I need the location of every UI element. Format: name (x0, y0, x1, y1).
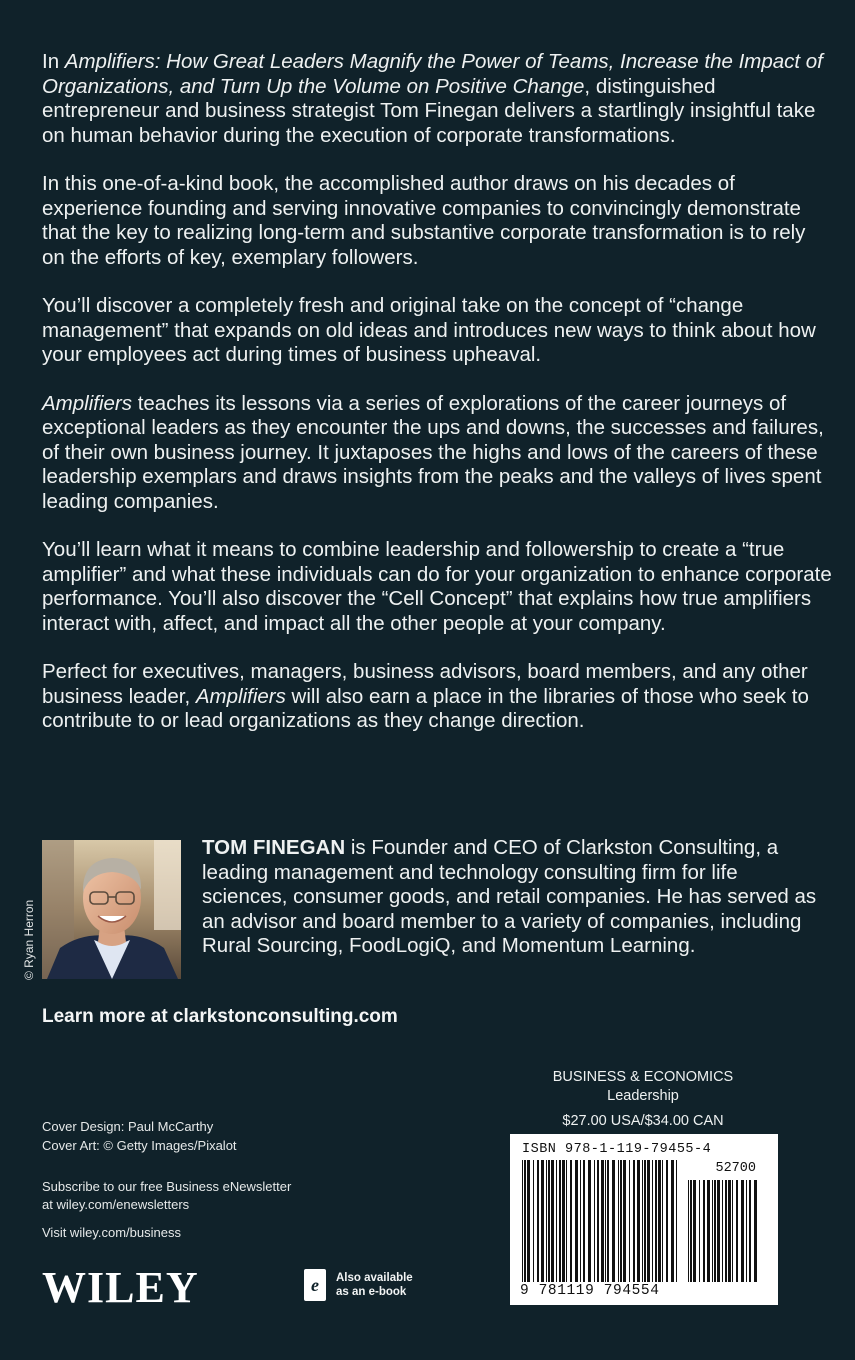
addon-bar (732, 1180, 733, 1282)
ean-barcode-bars (510, 1134, 778, 1305)
ean-bar (597, 1160, 599, 1282)
book-title-italic: Amplifiers (42, 391, 132, 415)
ean-bar (607, 1160, 609, 1282)
ean-bar (583, 1160, 585, 1282)
ean-bar (594, 1160, 595, 1282)
ean-bar (533, 1160, 534, 1282)
ean-bar (548, 1160, 550, 1282)
visit-wiley-link[interactable]: Visit wiley.com/business (42, 1225, 181, 1240)
addon-bar (725, 1180, 727, 1282)
description-paragraph-4: Amplifiers teaches its lessons via a series of explorations of the career journeys of exceptional leaders as they encounter the ups and downs, the successes and failures, of their own business journey. It juxtaposes the highs and lows of the careers of these leadership exemplars and draws insights from the peaks and the valleys of lives spent leading companies. (42, 391, 824, 513)
ean-bar (566, 1160, 567, 1282)
isbn-label: ISBN 978-1-119-79455-4 (522, 1142, 712, 1157)
ean-bar (570, 1160, 572, 1282)
addon-bar (699, 1180, 700, 1282)
ean-bar (637, 1160, 640, 1282)
ean-bar (575, 1160, 578, 1282)
description-paragraph-3: You’ll discover a completely fresh and original take on the concept of “change management” that expands on old ideas and introduces new ways to think about how your employees act during times of business upheaval. (42, 294, 816, 366)
ean-bar (618, 1160, 619, 1282)
addon-bar (712, 1180, 713, 1282)
ean-bar (666, 1160, 668, 1282)
description-paragraph-5: You’ll learn what it means to combine leadership and followership to create a “true amplifier” and what these individuals can do for your organization to enhance corporate performance. You’ll also discover the “Cell Concept” that explains how true amplifiers interact with, affect, and impact all the other people at your company. (42, 538, 832, 635)
ean-bar (546, 1160, 547, 1282)
ean-bar (655, 1160, 657, 1282)
ean-bar (559, 1160, 561, 1282)
newsletter-line-1: Subscribe to our free Business eNewsletter (42, 1179, 292, 1194)
addon-bar (741, 1180, 744, 1282)
ean-bar (605, 1160, 606, 1282)
addon-bar (722, 1180, 723, 1282)
addon-bar (746, 1180, 747, 1282)
author-portrait-illustration (42, 840, 181, 979)
subject-block (510, 1068, 776, 1131)
ean-bar (662, 1160, 663, 1282)
addon-bar (690, 1180, 692, 1282)
subject-category: BUSINESS & ECONOMICS (552, 1069, 734, 1085)
wiley-logo: WILEY (42, 1263, 199, 1312)
ebook-text-line-1: Also available (336, 1272, 413, 1284)
isbn-barcode (510, 1134, 778, 1305)
description-paragraph-2: In this one-of-a-kind book, the accomplished author draws on his decades of experience founding and serving innovative companies to convincingly demonstrate that the key to realizing long-term and substantive corporate transformation is to rely on the efforts of key, exemplary followers. (42, 172, 806, 269)
ean-bar (620, 1160, 622, 1282)
ean-bar (671, 1160, 674, 1282)
book-title-italic: Amplifiers: How Great Leaders Magnify the Power of Teams, Increase the Impact of Organizations, and Turn Up the Volume on Positive Change (42, 50, 823, 98)
addon-bar (714, 1180, 716, 1282)
ean-bar (551, 1160, 554, 1282)
cover-art-credit: Cover Art: © Getty Images/Pixalot (42, 1138, 237, 1153)
ean-bar (580, 1160, 581, 1282)
price-label: $27.00 USA/$34.00 CAN (562, 1113, 724, 1129)
book-description (42, 50, 832, 758)
ean-bar (527, 1160, 530, 1282)
ebook-text-line-2: as an e-book (336, 1286, 407, 1298)
addon-bar (754, 1180, 757, 1282)
ean-bar (644, 1160, 646, 1282)
addon-bar (707, 1180, 710, 1282)
addon-bar (703, 1180, 705, 1282)
ean-bar (601, 1160, 604, 1282)
ean-bar (642, 1160, 643, 1282)
ean-bar (522, 1160, 523, 1282)
ean-bar (537, 1160, 539, 1282)
author-photo (42, 840, 181, 979)
addon-bar (693, 1180, 696, 1282)
ean-bar (658, 1160, 661, 1282)
ean-digits: 9 781119 794554 (520, 1283, 660, 1299)
ean-bar (676, 1160, 677, 1282)
cover-design-credit: Cover Design: Paul McCarthy (42, 1119, 214, 1134)
subject-subcategory: Leadership (607, 1088, 679, 1104)
addon-bar (728, 1180, 731, 1282)
ean-bar (562, 1160, 565, 1282)
ean-bar (647, 1160, 650, 1282)
addon-bar (749, 1180, 751, 1282)
ebook-badge (304, 1269, 413, 1301)
description-paragraph-6: Perfect for executives, managers, business advisors, board members, and any other business leader, Amplifiers will also earn a place in the libraries of those who seek to contribute to or lead organizations as they change direction. (42, 660, 809, 732)
ebook-icon: e (304, 1269, 326, 1301)
author-bio: TOM FINEGAN is Founder and CEO of Clarkston Consulting, a leading management and technology consulting firm for life sciences, consumer goods, and retail companies. He has served as an advisor and board member to a variety of companies, including Rural Sourcing, FoodLogiQ, and Momentum Learning. (202, 836, 817, 957)
ean-bar (556, 1160, 557, 1282)
book-title-italic: Amplifiers (195, 684, 286, 708)
photo-credit: © Ryan Herron (22, 899, 36, 980)
price-code-label: 52700 (715, 1161, 756, 1176)
ean-bar (541, 1160, 544, 1282)
ean-bar (652, 1160, 653, 1282)
newsletter-link[interactable]: at wiley.com/enewsletters (42, 1197, 190, 1212)
addon-bar (688, 1180, 689, 1282)
description-paragraph-1: In Amplifiers: How Great Leaders Magnify the Power of Teams, Increase the Impact of Organizations, and Turn Up the Volume on Positive Change, distinguished entrepreneur and business strategist Tom Finegan delivers a startlingly insightful take on human behavior during the execution of corporate transformations. (42, 50, 823, 147)
ean-bar (633, 1160, 635, 1282)
author-name: TOM FINEGAN (202, 836, 346, 859)
learn-more-link[interactable]: Learn more at clarkstonconsulting.com (42, 1006, 398, 1027)
ean-bar (612, 1160, 615, 1282)
ean-bar (623, 1160, 626, 1282)
ean-bar (588, 1160, 591, 1282)
addon-bar (736, 1180, 738, 1282)
addon-bar (717, 1180, 720, 1282)
ean-bar (629, 1160, 630, 1282)
ean-bar (524, 1160, 526, 1282)
